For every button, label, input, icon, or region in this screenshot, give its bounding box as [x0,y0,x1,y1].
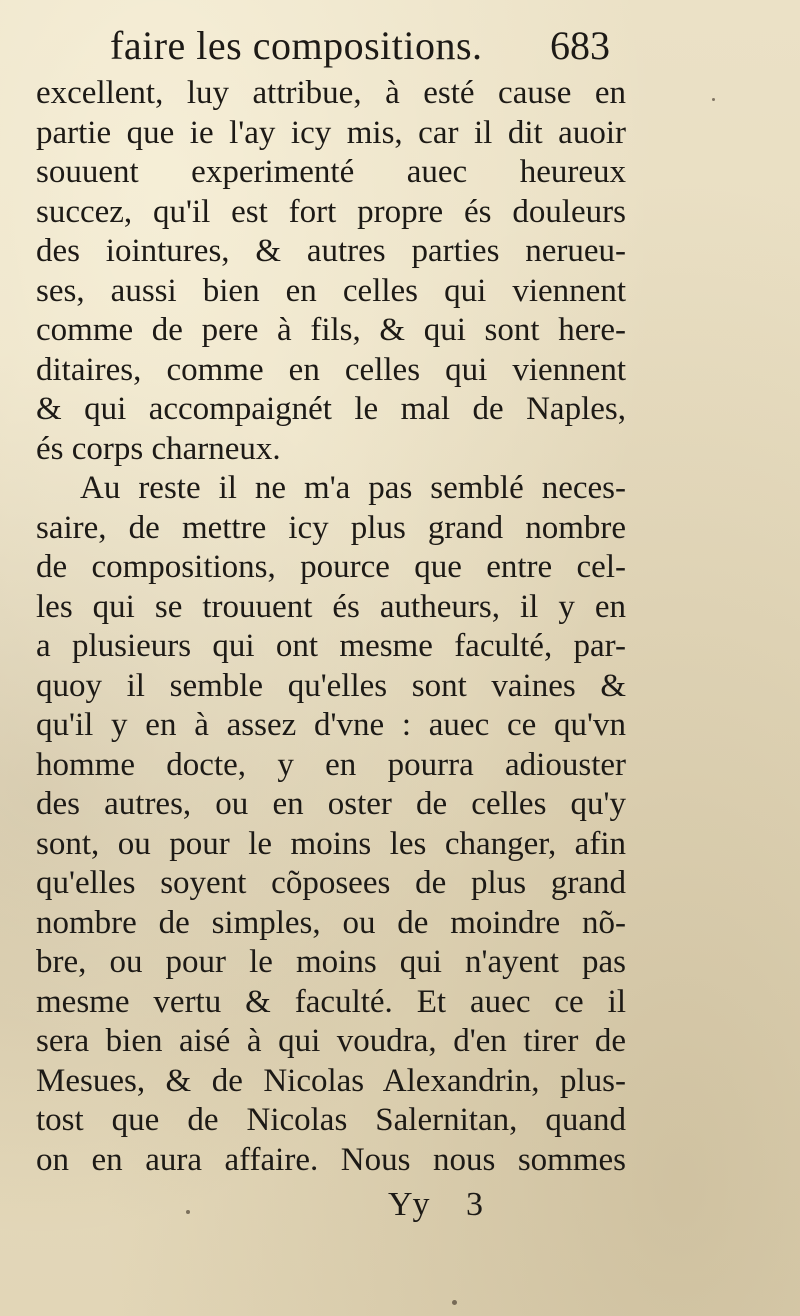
text-line: mesme vertu & faculté. Et auec ce il [36,983,626,1020]
paper-speck [186,1210,190,1214]
text-line: & qui accompaignét le mal de Naples, [36,391,626,427]
paper-speck [452,1300,457,1305]
text-line: Mesues, & de Nicolas Alexandrin, plus- [36,1062,626,1099]
text-line: quoy il semble qu'elles sont vaines & [36,667,626,704]
running-title: faire les compositions. [110,23,483,68]
text-line: Au reste il ne m'a pas semblé neces- [80,470,626,506]
text-line: ditaires, comme en celles qui viennent [36,351,626,388]
text-line: excellent, luy attribue, à esté cause en [36,75,626,111]
text-line: les qui se trouuent és autheurs, il y en [36,588,626,625]
page-number: 683 [550,23,610,68]
text-line: qu'il y en à assez d'vne : auec ce qu'vn [36,707,626,743]
text-line: nombre de simples, ou de moindre nõ- [36,904,626,941]
body-text [36,74,626,1180]
signature-letters: Yy [388,1186,430,1223]
text-line: ses, aussi bien en celles qui viennent [36,272,626,309]
text-line: des iointures, & autres parties nerueu- [36,233,626,269]
text-line: qu'elles soyent cõposees de plus grand [36,865,626,901]
text-line: sont, ou pour le moins les changer, afin [36,825,626,862]
signature-number: 3 [466,1186,483,1223]
text-line: partie que ie l'ay icy mis, car il dit auoir [36,114,626,151]
text-line: saire, de mettre icy plus grand nombre [36,509,626,546]
text-line: bre, ou pour le moins qui n'ayent pas [36,944,626,980]
text-line: des autres, ou en oster de celles qu'y [36,786,626,822]
text-line: succez, qu'il est fort propre és douleurs [36,193,626,230]
text-line: és corps charneux. [36,430,281,467]
text-line: on en aura affaire. Nous nous sommes [36,1141,626,1178]
signature-mark [0,1186,800,1230]
text-line: homme docte, y en pourra adiouster [36,746,626,783]
text-line: sera bien aisé à qui voudra, d'en tirer de [36,1023,626,1059]
text-line: souuent experimenté auec heureux [36,154,626,190]
text-line: comme de pere à fils, & qui sont here- [36,312,626,348]
text-line: a plusieurs qui ont mesme faculté, par- [36,628,626,664]
text-line: de compositions, pource que entre cel- [36,549,626,585]
page-header [110,16,610,76]
text-line: tost que de Nicolas Salernitan, quand [36,1102,626,1138]
paper-speck [712,98,715,101]
